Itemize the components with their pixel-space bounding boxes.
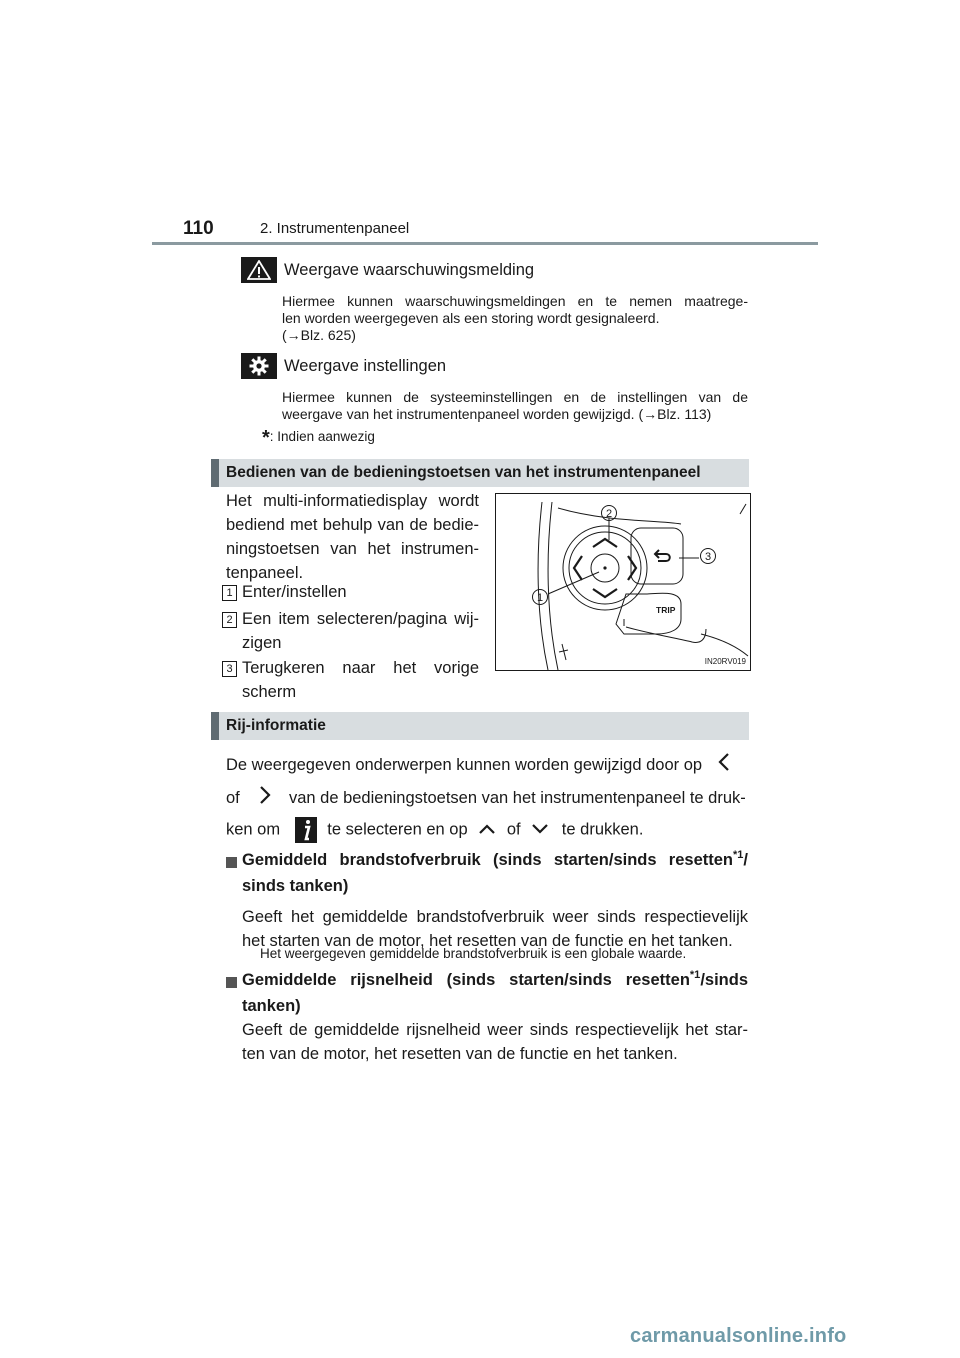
controls-intro: Het multi-informatiedisplay wordt bediend met behulp van de bedie- ningstoetsen van het instrumen- tenpaneel.	[226, 492, 479, 582]
warning-display-heading: Weergave waarschuwingsmelding	[284, 261, 535, 279]
settings-display-heading: Weergave instellingen	[284, 357, 447, 375]
figure-code: IN20RV019	[704, 657, 746, 666]
callout-2: 2	[605, 508, 613, 520]
chapter-title: 2. Instrumentenpaneel	[260, 220, 410, 237]
bullet-square	[226, 977, 237, 988]
footnote	[262, 424, 375, 447]
warning-display-text: Hiermee kunnen waarschuwingsmeldingen en te nemen maatrege- len worden weergegeven als een storing wordt gesignaleerd. (→Blz. 625)	[282, 293, 748, 343]
chevron-right-icon	[258, 785, 272, 812]
entry-note-fuel: Het weergegeven gemiddelde brandstofverbruik is een globale waarde.	[260, 946, 687, 961]
list-number-1: 1	[222, 585, 237, 601]
list-item-3: Terugkeren naar het vorige scherm	[242, 659, 479, 701]
section-heading-trip: Rij-informatie	[226, 717, 326, 734]
info-icon	[295, 817, 317, 843]
list-item-1: Enter/instellen	[242, 583, 347, 601]
list-item-2: Een item selecteren/pagina wij- zigen	[242, 610, 479, 652]
section-bar-trip	[211, 712, 749, 740]
settings-display-text: Hiermee kunnen de systeeminstellingen en de instellingen van de weergave van het instrumentenpaneel worden gewijzigd. (→Blz. 113)	[282, 389, 748, 422]
entry-title-speed: Gemiddelde rijsnelheid (sinds starten/sinds resetten$^{*1}$/sinds tanken)	[242, 969, 748, 1015]
trip-button-label: TRIP	[656, 605, 676, 615]
list-number-3: 3	[222, 661, 237, 677]
chevron-left-icon	[717, 752, 731, 779]
chevron-down-icon	[531, 818, 549, 842]
entry-title-fuel: Gemiddeld brandstofverbruik (sinds starten/sinds resetten$^{*1}$/ sinds tanken)	[242, 849, 748, 895]
list-number-2: 2	[222, 612, 237, 628]
steering-switch-figure	[495, 493, 751, 671]
callout-1: 1	[536, 592, 544, 604]
entry-body-speed: Geeft de gemiddelde rijsnelheid weer sinds respectievelijk het star- ten van de motor, het resetten van de functie en het tanken.	[242, 1021, 748, 1063]
watermark-link[interactable]: carmanualsonline.info	[630, 1325, 847, 1347]
footnote-text: : Indien aanwezig	[269, 429, 375, 444]
trip-intro-line1: De weergegeven onderwerpen kunnen worden gewijzigd door op	[226, 752, 748, 779]
section-bar-accent	[211, 712, 219, 740]
section-heading-controls: Bedienen van de bedieningstoetsen van het instrumentenpaneel	[226, 464, 701, 481]
entry-body-fuel: Geeft het gemiddelde brandstofverbruik weer sinds respectievelijk het starten van de motor, het resetten van de functie en het tanken.	[242, 908, 748, 950]
callout-3: 3	[704, 551, 712, 563]
steering-switch-illustration	[496, 494, 750, 670]
section-bar-controls	[211, 459, 749, 487]
footnote-mark: *	[262, 427, 270, 449]
header-rule	[152, 242, 818, 245]
warning-triangle-icon	[241, 257, 277, 283]
section-bar-accent	[211, 459, 219, 487]
trip-intro-line3: ken om te selecteren en op of te drukken.	[226, 817, 748, 843]
gear-icon	[241, 353, 277, 379]
chevron-up-icon	[478, 818, 496, 842]
trip-intro-line2: of van de bedieningstoetsen van het instrumentenpaneel te druk-	[226, 785, 756, 812]
page-number: 110	[183, 218, 214, 239]
bullet-square	[226, 857, 237, 868]
